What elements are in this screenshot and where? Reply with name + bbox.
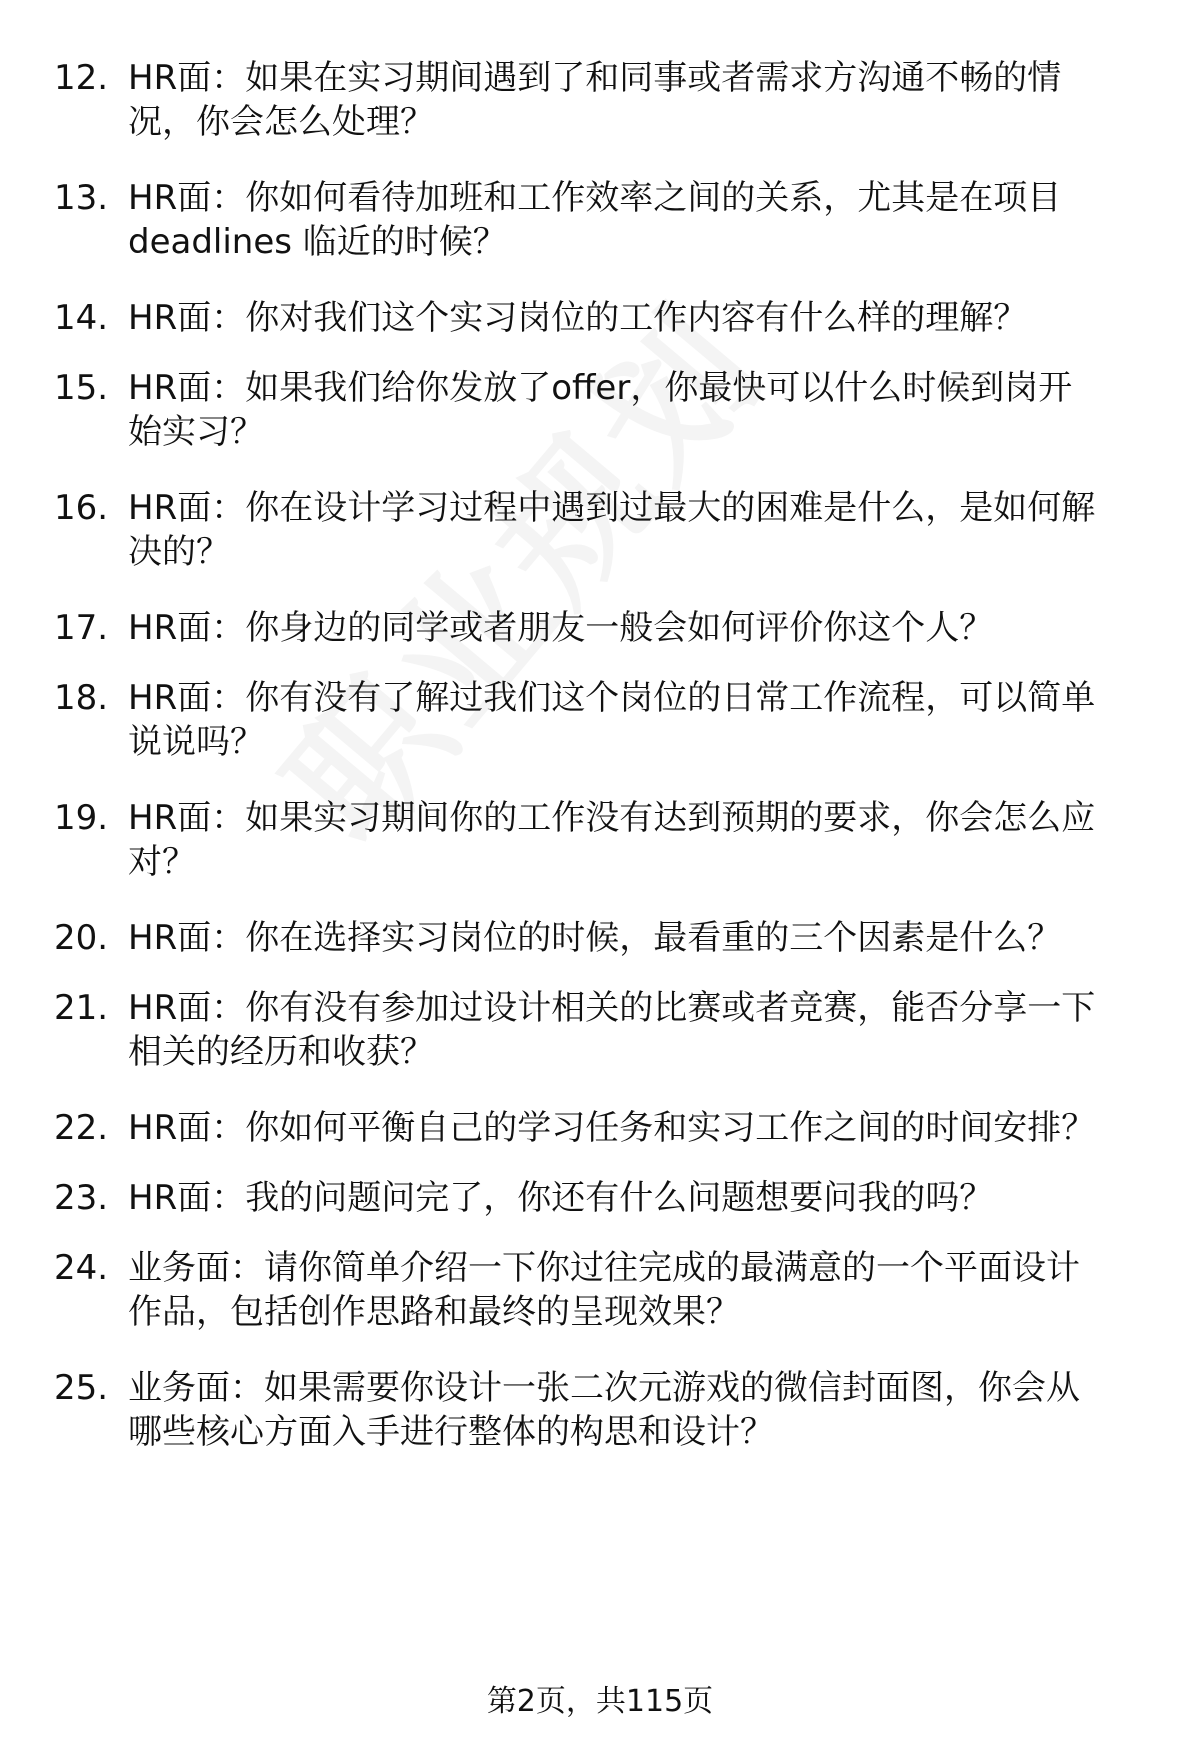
question-number: 23. xyxy=(54,1178,109,1218)
question-text xyxy=(128,176,1158,264)
question-line: HR面：你有没有参加过设计相关的比赛或者竞赛，能否分享一下 xyxy=(128,988,1096,1028)
question-number: 16. xyxy=(54,488,109,528)
question-line: HR面：你在设计学习过程中遇到过最大的困难是什么，是如何解 xyxy=(128,488,1096,528)
question-number: 15. xyxy=(54,368,109,408)
page-number-footer: 第2页，共115页 xyxy=(486,1684,714,1719)
question-number: 25. xyxy=(54,1368,109,1408)
question-line: HR面：我的问题问完了，你还有什么问题想要问我的吗？ xyxy=(128,1178,994,1218)
question-number: 12. xyxy=(54,58,109,98)
question-line: 作品，包括创作思路和最终的呈现效果？ xyxy=(128,1292,740,1332)
question-line: HR面：你身边的同学或者朋友一般会如何评价你这个人？ xyxy=(128,608,994,648)
question-number: 18. xyxy=(54,678,109,718)
question-text xyxy=(128,916,1158,960)
question-line: HR面：你如何平衡自己的学习任务和实习工作之间的时间安排？ xyxy=(128,1108,1096,1148)
question-line: HR面：你有没有了解过我们这个岗位的日常工作流程，可以简单 xyxy=(128,678,1096,718)
question-number: 14. xyxy=(54,298,109,338)
question-text xyxy=(128,366,1158,454)
question-line: deadlines 临近的时候？ xyxy=(128,222,507,262)
question-number: 24. xyxy=(54,1248,109,1288)
question-line: HR面：你在选择实习岗位的时候，最看重的三个因素是什么？ xyxy=(128,918,1062,958)
question-number: 22. xyxy=(54,1108,109,1148)
question-text xyxy=(128,606,1158,650)
question-line: 对？ xyxy=(128,842,196,882)
question-line: 业务面：如果需要你设计一张二次元游戏的微信封面图，你会从 xyxy=(128,1368,1080,1408)
question-line: HR面：如果实习期间你的工作没有达到预期的要求，你会怎么应 xyxy=(128,798,1096,838)
question-line: 况，你会怎么处理？ xyxy=(128,102,434,142)
question-line: 说说吗？ xyxy=(128,722,264,762)
question-text xyxy=(128,1366,1158,1454)
question-line: 哪些核心方面入手进行整体的构思和设计？ xyxy=(128,1412,774,1452)
question-line: 相关的经历和收获？ xyxy=(128,1032,434,1072)
question-line: 决的？ xyxy=(128,532,230,572)
question-text xyxy=(128,1176,1158,1220)
question-text xyxy=(128,1246,1158,1334)
question-number: 20. xyxy=(54,918,109,958)
question-text xyxy=(128,986,1158,1074)
question-line: HR面：你对我们这个实习岗位的工作内容有什么样的理解？ xyxy=(128,298,1028,338)
question-number: 17. xyxy=(54,608,109,648)
question-number: 13. xyxy=(54,178,109,218)
question-text xyxy=(128,486,1158,574)
question-line: HR面：如果我们给你发放了offer，你最快可以什么时候到岗开 xyxy=(128,368,1073,408)
question-line: 业务面：请你简单介绍一下你过往完成的最满意的一个平面设计 xyxy=(128,1248,1080,1288)
question-number: 19. xyxy=(54,798,109,838)
question-text xyxy=(128,296,1158,340)
question-line: HR面：如果在实习期间遇到了和同事或者需求方沟通不畅的情 xyxy=(128,58,1062,98)
question-number: 21. xyxy=(54,988,109,1028)
question-line: 始实习？ xyxy=(128,412,264,452)
question-text xyxy=(128,56,1158,144)
question-text xyxy=(128,796,1158,884)
question-text xyxy=(128,676,1158,764)
question-text xyxy=(128,1106,1158,1150)
question-line: HR面：你如何看待加班和工作效率之间的关系，尤其是在项目 xyxy=(128,178,1062,218)
